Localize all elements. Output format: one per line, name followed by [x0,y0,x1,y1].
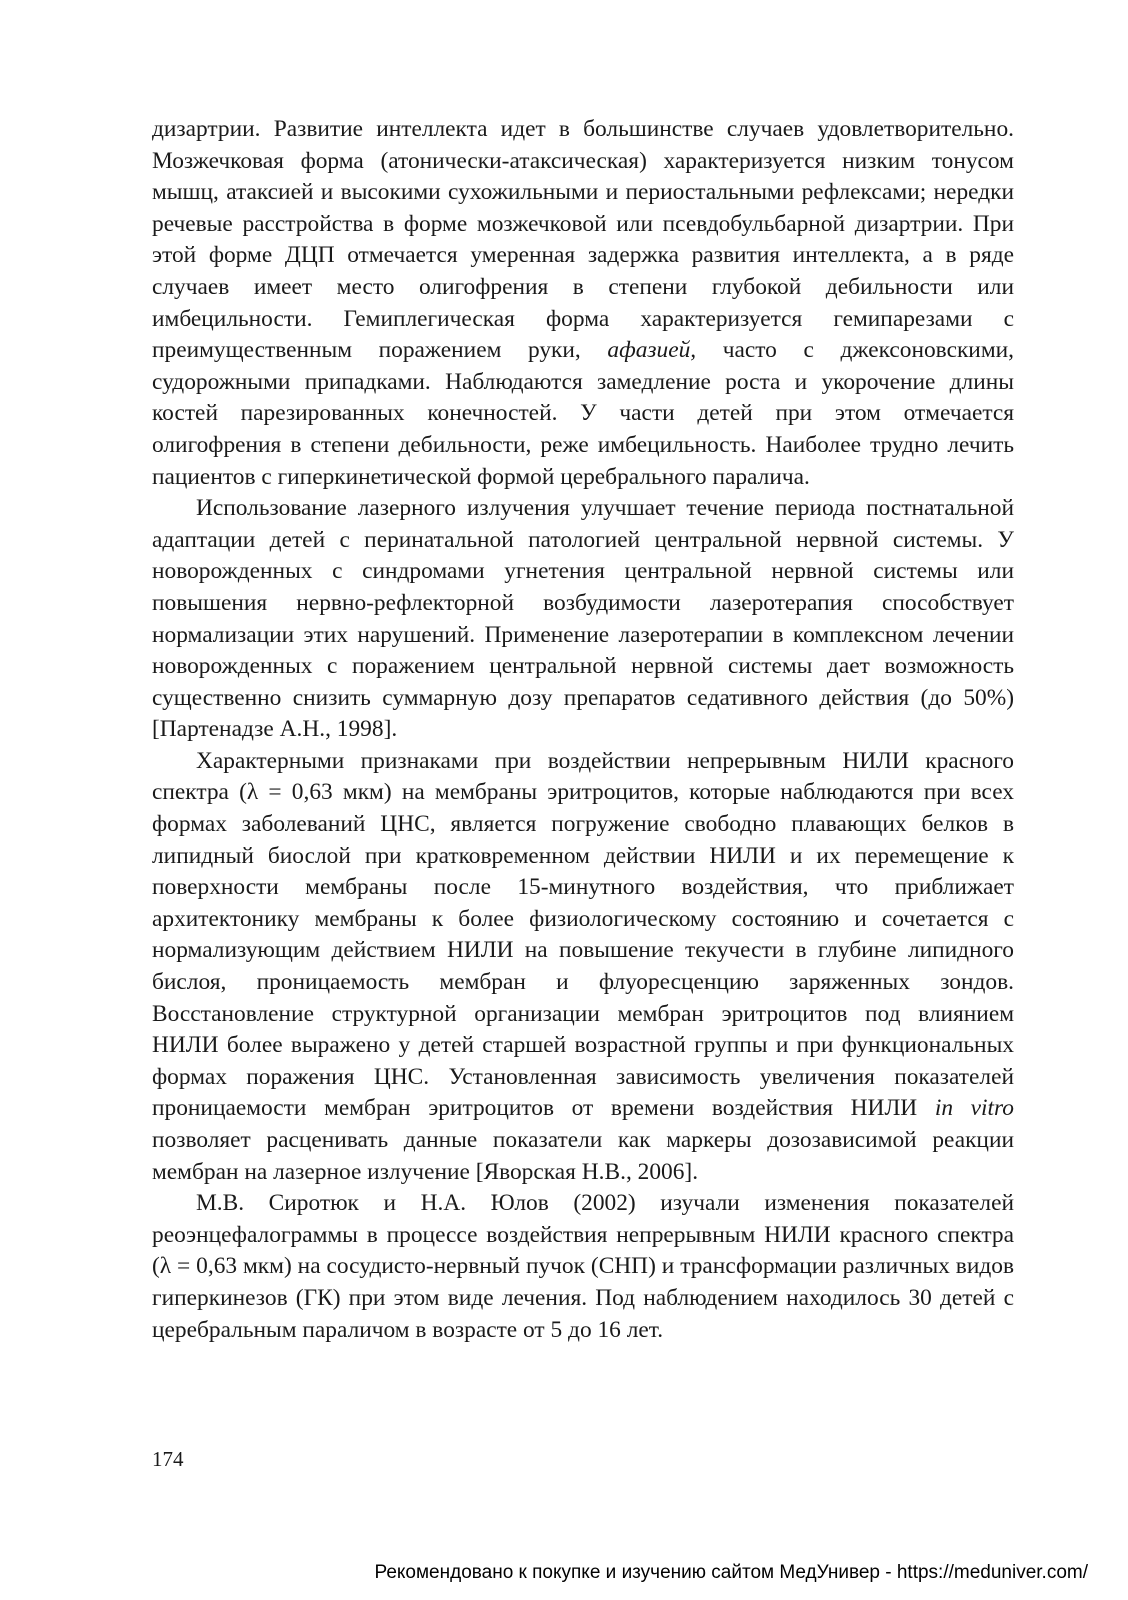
paragraph-text: Использование лазерного излучения улучшает течение периода постнатальной адаптации детей с перинатальной патологией центральной нервной системы. У новорожденных с синдромами угнетения центральной нервной системы или повышения нервно-рефлекторной возбудимости лазеротерапия способствует нормализации этих нарушений. Применение лазеротерапии в комплексном лечении новорожденных с поражением центральной нервной системы дает возможность существенно снизить суммарную дозу препаратов седативного действия (до 50%) [Партенадзе А.Н., 1998]. [152,495,1014,743]
paragraph [152,746,1014,1188]
paragraph-text: позволяет расценивать данные показатели как маркеры дозозависимой реакции мембран на лазерное излучение [Яворская Н.В., 2006]. [152,1127,1014,1185]
paragraph [152,493,1014,746]
paragraph-text: М.В. Сиротюк и Н.А. Юлов (2002) изучали изменения показателей реоэнцефалограммы в процессе воздействия непрерывным НИЛИ красного спектра (λ = 0,63 мкм) на сосудисто-нервный пучок (СНП) и трансформации различных видов гиперкинезов (ГК) при этом виде лечения. Под наблюдением находилось 30 детей с церебральным параличом в возрасте от 5 до 16 лет. [152,1190,1014,1343]
italic-text: in vitro [934,1095,1014,1122]
page-number: 174 [152,1447,184,1471]
paragraph [152,114,1014,493]
body-text [152,114,1014,1346]
paragraph-text: Характерными признаками при воздействии непрерывным НИЛИ красного спектра (λ = 0,63 мкм) на мембраны эритроцитов, которые наблюдаются при всех формах заболеваний ЦНС, является погружение свободно плавающих белков в липидный биослой при кратковременном действии НИЛИ и их перемещение к поверхности мембраны после 15-минутного воздействия, что приближает архитектонику мембраны к более физиологическому состоянию и сочетается с нормализующим действием НИЛИ на повышение текучести в глубине липидного бислоя, проницаемость мембран и флуоресценцию заряженных зондов. Восстановление структурной организации мембран эритроцитов под влиянием НИЛИ более выражено у детей старшей возрастной группы и при функциональных формах поражения ЦНС. Установленная зависимость увеличения показателей проницаемости мембран эритроцитов от времени воздействия НИЛИ [152,747,1014,1122]
paragraph-text: часто с джексоновскими, судорожными припадками. Наблюдаются замедление роста и укорочение длины костей парезированных конечностей. У части детей при этом отмечается олигофрения в степени дебильности, реже имбецильность. Наиболее трудно лечить пациентов с гиперкинетической формой церебрального паралича. [152,337,1014,490]
paragraph [152,1188,1014,1346]
paragraph-text: дизартрии. Развитие интеллекта идет в большинстве случаев удовлетворительно. Мозжечковая форма (атонически-атаксическая) характеризуется низким тонусом мышц, атаксией и высокими сухожильными и периостальными рефлексами; нередки речевые расстройства в форме мозжечковой или псевдобульбарной дизартрии. При этой форме ДЦП отмечается умеренная задержка развития интеллекта, а в ряде случаев имеет место олигофрения в степени глубокой дебильности или имбецильности. Гемиплегическая форма характеризуется гемипарезами с преимущественным поражением руки, [152,116,1014,364]
footer-recommendation: Рекомендовано к покупке и изучению сайтом МедУнивер - https://meduniver.com/ [374,1562,1088,1583]
italic-text: афазией, [607,337,697,364]
